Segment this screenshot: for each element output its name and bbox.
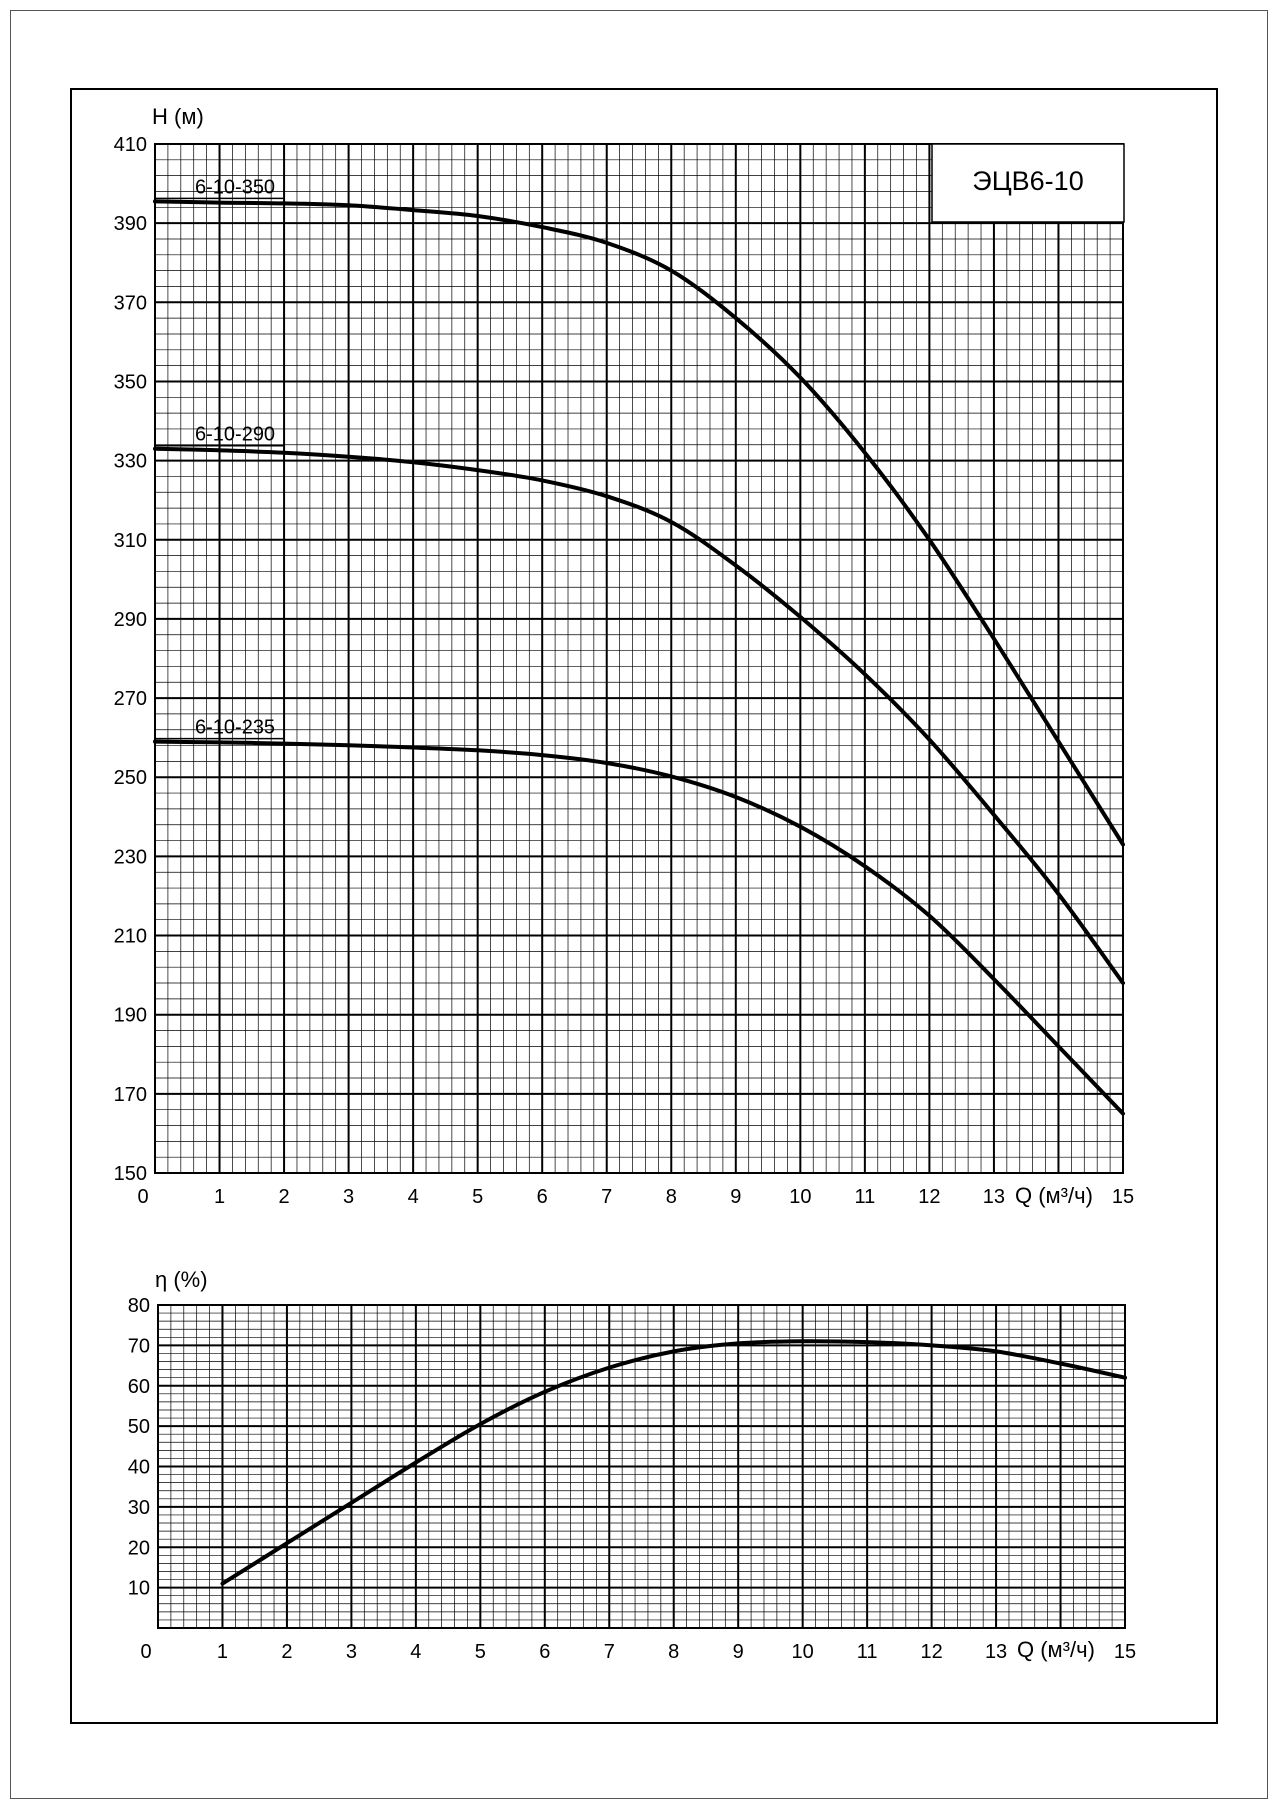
series-label-6-10-350: 6-10-350 <box>195 176 276 199</box>
x-tick-label: 8 <box>668 1641 680 1663</box>
head-y-tick-labels <box>114 134 147 1185</box>
x-tick-label: 0 <box>137 1186 149 1208</box>
head-y-axis-label: H (м) <box>152 104 204 129</box>
x-tick-label: 6 <box>539 1641 551 1663</box>
head-curves <box>155 176 1123 1113</box>
efficiency-x-tick-labels <box>140 1641 1136 1663</box>
x-tick-label: 6 <box>536 1186 548 1208</box>
x-tick-label: 7 <box>603 1641 615 1663</box>
x-tick-label: 7 <box>601 1186 613 1208</box>
y-tick-label: 150 <box>113 1163 147 1185</box>
y-tick-label: 50 <box>127 1416 150 1439</box>
series-label-6-10-235: 6-10-235 <box>195 716 276 739</box>
head-chart <box>114 104 1135 1208</box>
efficiency-grid <box>158 1305 1125 1628</box>
series-label-6-10-290: 6-10-290 <box>195 423 276 446</box>
x-tick-label: 9 <box>730 1186 742 1208</box>
y-tick-label: 410 <box>113 134 147 156</box>
efficiency-x-axis-label: Q (м³/ч) <box>1017 1637 1095 1662</box>
y-tick-label: 70 <box>127 1335 150 1358</box>
x-tick-label: 0 <box>140 1641 152 1663</box>
x-tick-label: 3 <box>343 1186 355 1208</box>
series-line-6-10-350 <box>155 201 1123 844</box>
y-tick-label: 330 <box>113 450 147 473</box>
x-tick-label: 12 <box>920 1641 943 1663</box>
x-tick-label: 1 <box>216 1641 229 1663</box>
y-tick-label: 60 <box>127 1375 150 1398</box>
x-tick-label: 8 <box>665 1186 677 1208</box>
head-x-tick-labels <box>137 1186 1134 1208</box>
head-x-axis-label: Q (м³/ч) <box>1015 1183 1093 1208</box>
y-tick-label: 390 <box>113 213 147 236</box>
x-tick-label: 10 <box>789 1186 812 1208</box>
y-tick-label: 190 <box>113 1004 147 1027</box>
y-tick-label: 370 <box>113 292 147 315</box>
y-tick-label: 170 <box>113 1083 147 1106</box>
x-tick-label: 13 <box>982 1186 1006 1208</box>
y-tick-label: 30 <box>127 1496 150 1519</box>
chart-title: ЭЦВ6-10 <box>972 166 1084 196</box>
efficiency-y-axis-label: η (%) <box>155 1267 208 1292</box>
x-tick-label: 4 <box>407 1186 419 1208</box>
series-line-6-10-290 <box>155 449 1123 983</box>
plot-frame <box>155 144 1123 1173</box>
x-tick-label: 2 <box>281 1641 293 1663</box>
x-tick-label: 11 <box>856 1641 878 1663</box>
x-tick-label: 1 <box>213 1186 226 1208</box>
x-tick-label: 5 <box>472 1186 484 1208</box>
x-tick-label: 10 <box>791 1641 814 1663</box>
y-tick-label: 230 <box>113 846 147 869</box>
x-tick-label: 12 <box>918 1186 941 1208</box>
x-tick-label: 15 <box>1111 1186 1135 1208</box>
efficiency-y-tick-labels <box>128 1295 150 1600</box>
y-tick-label: 250 <box>113 767 147 790</box>
x-tick-label: 3 <box>345 1641 357 1663</box>
y-tick-label: 20 <box>127 1537 150 1560</box>
x-tick-label: 15 <box>1113 1641 1137 1663</box>
y-tick-label: 290 <box>113 608 147 631</box>
x-tick-label: 5 <box>474 1641 486 1663</box>
y-tick-label: 10 <box>127 1577 150 1600</box>
x-tick-label: 9 <box>732 1641 744 1663</box>
y-tick-label: 80 <box>127 1295 150 1317</box>
x-tick-label: 2 <box>278 1186 290 1208</box>
y-tick-label: 270 <box>113 688 147 711</box>
y-tick-label: 350 <box>113 371 147 394</box>
y-tick-label: 310 <box>113 529 147 552</box>
x-tick-label: 13 <box>984 1641 1008 1663</box>
head-grid <box>155 144 1123 1173</box>
y-tick-label: 40 <box>127 1456 150 1479</box>
y-tick-label: 210 <box>113 925 147 948</box>
x-tick-label: 4 <box>410 1641 422 1663</box>
x-tick-label: 11 <box>854 1186 876 1208</box>
efficiency-chart <box>128 1267 1136 1663</box>
